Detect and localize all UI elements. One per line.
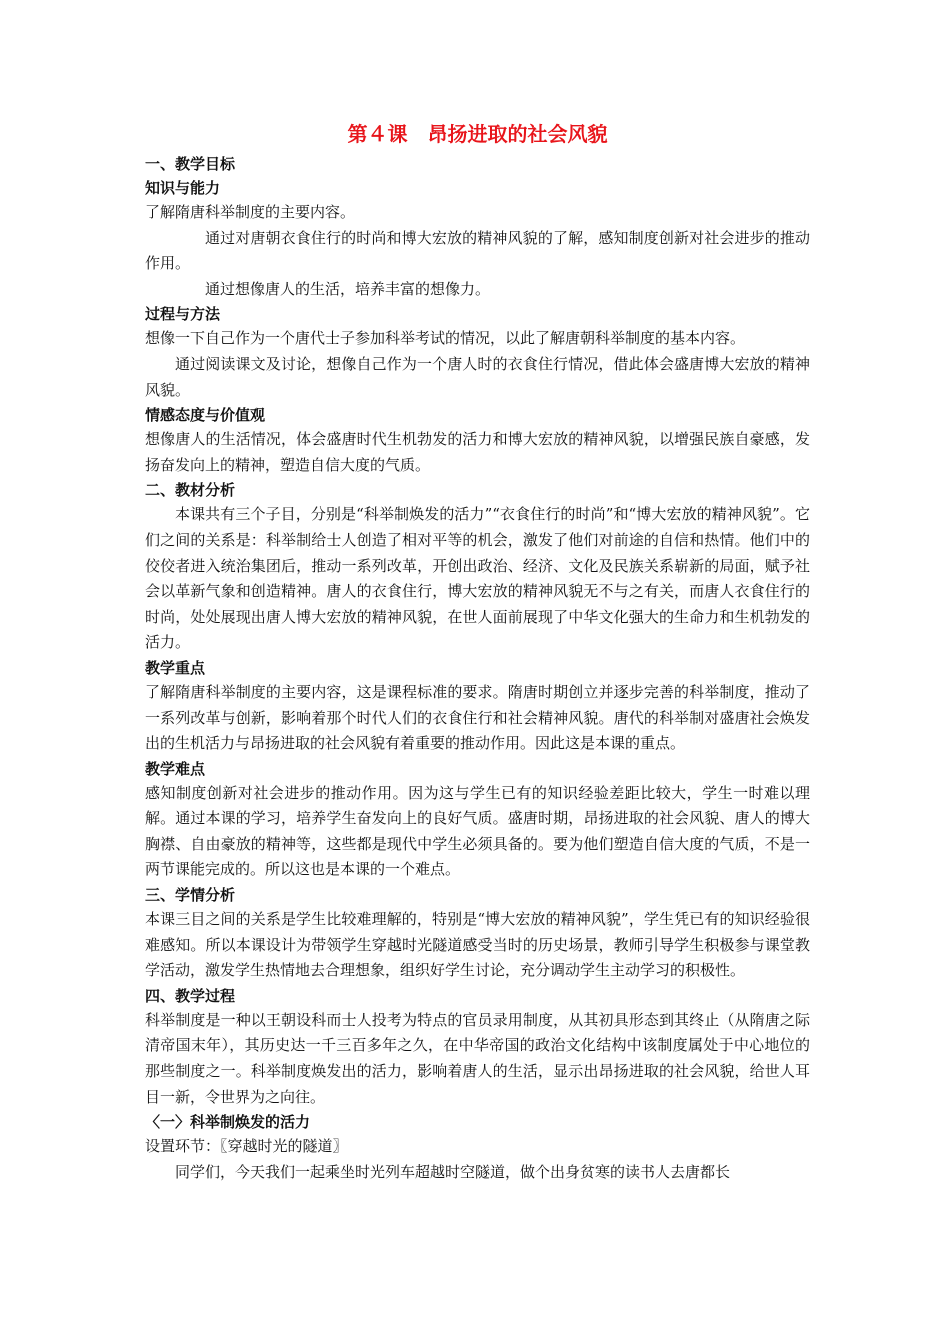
setup-line: 设置环节：〖穿越时光的隧道〗 bbox=[145, 1137, 348, 1156]
section-heading: 情感态度与价值观 bbox=[145, 406, 266, 425]
body-paragraph: 同学们，今天我们一起乘坐时光列车超越时空隧道，做个出身贫寒的读书人去唐都长 bbox=[175, 1162, 731, 1181]
body-paragraph: 通过想像唐人的生活，培养丰富的想像力。 bbox=[205, 279, 491, 298]
section-heading: 教学重点 bbox=[145, 658, 206, 677]
body-paragraph: 本课三目之间的关系是学生比较难理解的，特别是“博大宏放的精神风貌”，学生凭已有的知识经验很难感知。所以本课设计为带领学生穿越时光隧道感受当时的历史场景，教师引导学生积极参与课堂教学活动，激发学生热情地去合理想象，组织好学生讨论，充分调动学生主动学习的积极性。 bbox=[145, 910, 810, 980]
document-page bbox=[145, 120, 810, 1185]
section-heading: 教学难点 bbox=[145, 759, 206, 778]
document-body bbox=[145, 152, 810, 1185]
section-heading: 二、教材分析 bbox=[145, 481, 236, 500]
body-paragraph: 感知制度创新对社会进步的推动作用。因为这与学生已有的知识经验差距比较大，学生一时难以理解。通过本课的学习，培养学生奋发向上的良好气质。盛唐时期，昂扬进取的社会风貌、唐人的博大胸襟、自由豪放的精神等，这些都是现代中学生必须具备的。要为他们塑造自信大度的气质，不是一两节课能完成的。所以这也是本课的一个难点。 bbox=[145, 783, 810, 879]
section-heading: 知识与能力 bbox=[145, 179, 221, 197]
body-paragraph: 想像一下自己作为一个唐代士子参加科举考试的情况，以此了解唐朝科举制度的基本内容。 bbox=[145, 329, 746, 348]
body-paragraph: 想像唐人的生活情况，体会盛唐时代生机勃发的活力和博大宏放的精神风貌，以增强民族自豪感，发扬奋发向上的精神，塑造自信大度的气质。 bbox=[145, 430, 810, 474]
body-paragraph: 科举制度是一种以王朝设科而士人投考为特点的官员录用制度，从其初具形态到其终止（从隋唐之际清帝国末年），其历史达一千三百多年之久，在中华帝国的政治文化结构中该制度属处于中心地位的那些制度之一。科举制度焕发出的活力，影响着唐人的生活，显示出昂扬进取的社会风貌，给世人耳目一新，令世界为之向往。 bbox=[145, 1010, 810, 1106]
body-paragraph: 了解隋唐科举制度的主要内容，这是课程标准的要求。隋唐时期创立并逐步完善的科举制度，推动了一系列改革与创新，影响着那个时代人们的衣食住行和社会精神风貌。唐代的科举制对盛唐社会焕发出的生机活力与昂扬进取的社会风貌有着重要的推动作用。因此这是本课的重点。 bbox=[145, 682, 810, 753]
section-heading: 一、教学目标 bbox=[145, 155, 236, 173]
section-heading: 四、教学过程 bbox=[145, 986, 236, 1005]
section-heading: 〈一〉科举制焕发的活力 bbox=[145, 1113, 311, 1132]
section-heading: 三、学情分析 bbox=[145, 886, 236, 905]
body-paragraph: 了解隋唐科举制度的主要内容。 bbox=[145, 203, 356, 221]
body-paragraph: 通过对唐朝衣食住行的时尚和博大宏放的精神风貌的了解，感知制度创新对社会进步的推动作用。 bbox=[145, 228, 810, 273]
body-paragraph: 本课共有三个子目，分别是“科举制焕发的活力”“衣食住行的时尚”和“博大宏放的精神风貌”。它们之间的关系是：科举制给士人创造了相对平等的机会，激发了他们对前途的自信和热情。他们中的佼佼者进入统治集团后，推动一系列改革，开创出政治、经济、文化及民族关系崭新的局面，赋予社会以革新气象和创造精神。唐人的衣食住行，博大宏放的精神风貌无不与之有关，而唐人衣食住行的时尚，处处展现出唐人博大宏放的精神风貌，在世人面前展现了中华文化强大的生命力和生机勃发的活力。 bbox=[145, 505, 810, 652]
body-paragraph: 通过阅读课文及讨论，想像自己作为一个唐人时的衣食住行情况，借此体会盛唐博大宏放的精神风貌。 bbox=[145, 354, 810, 399]
section-heading: 过程与方法 bbox=[145, 305, 221, 324]
lesson-title: 第４课 昂扬进取的社会风貌 bbox=[347, 122, 608, 146]
